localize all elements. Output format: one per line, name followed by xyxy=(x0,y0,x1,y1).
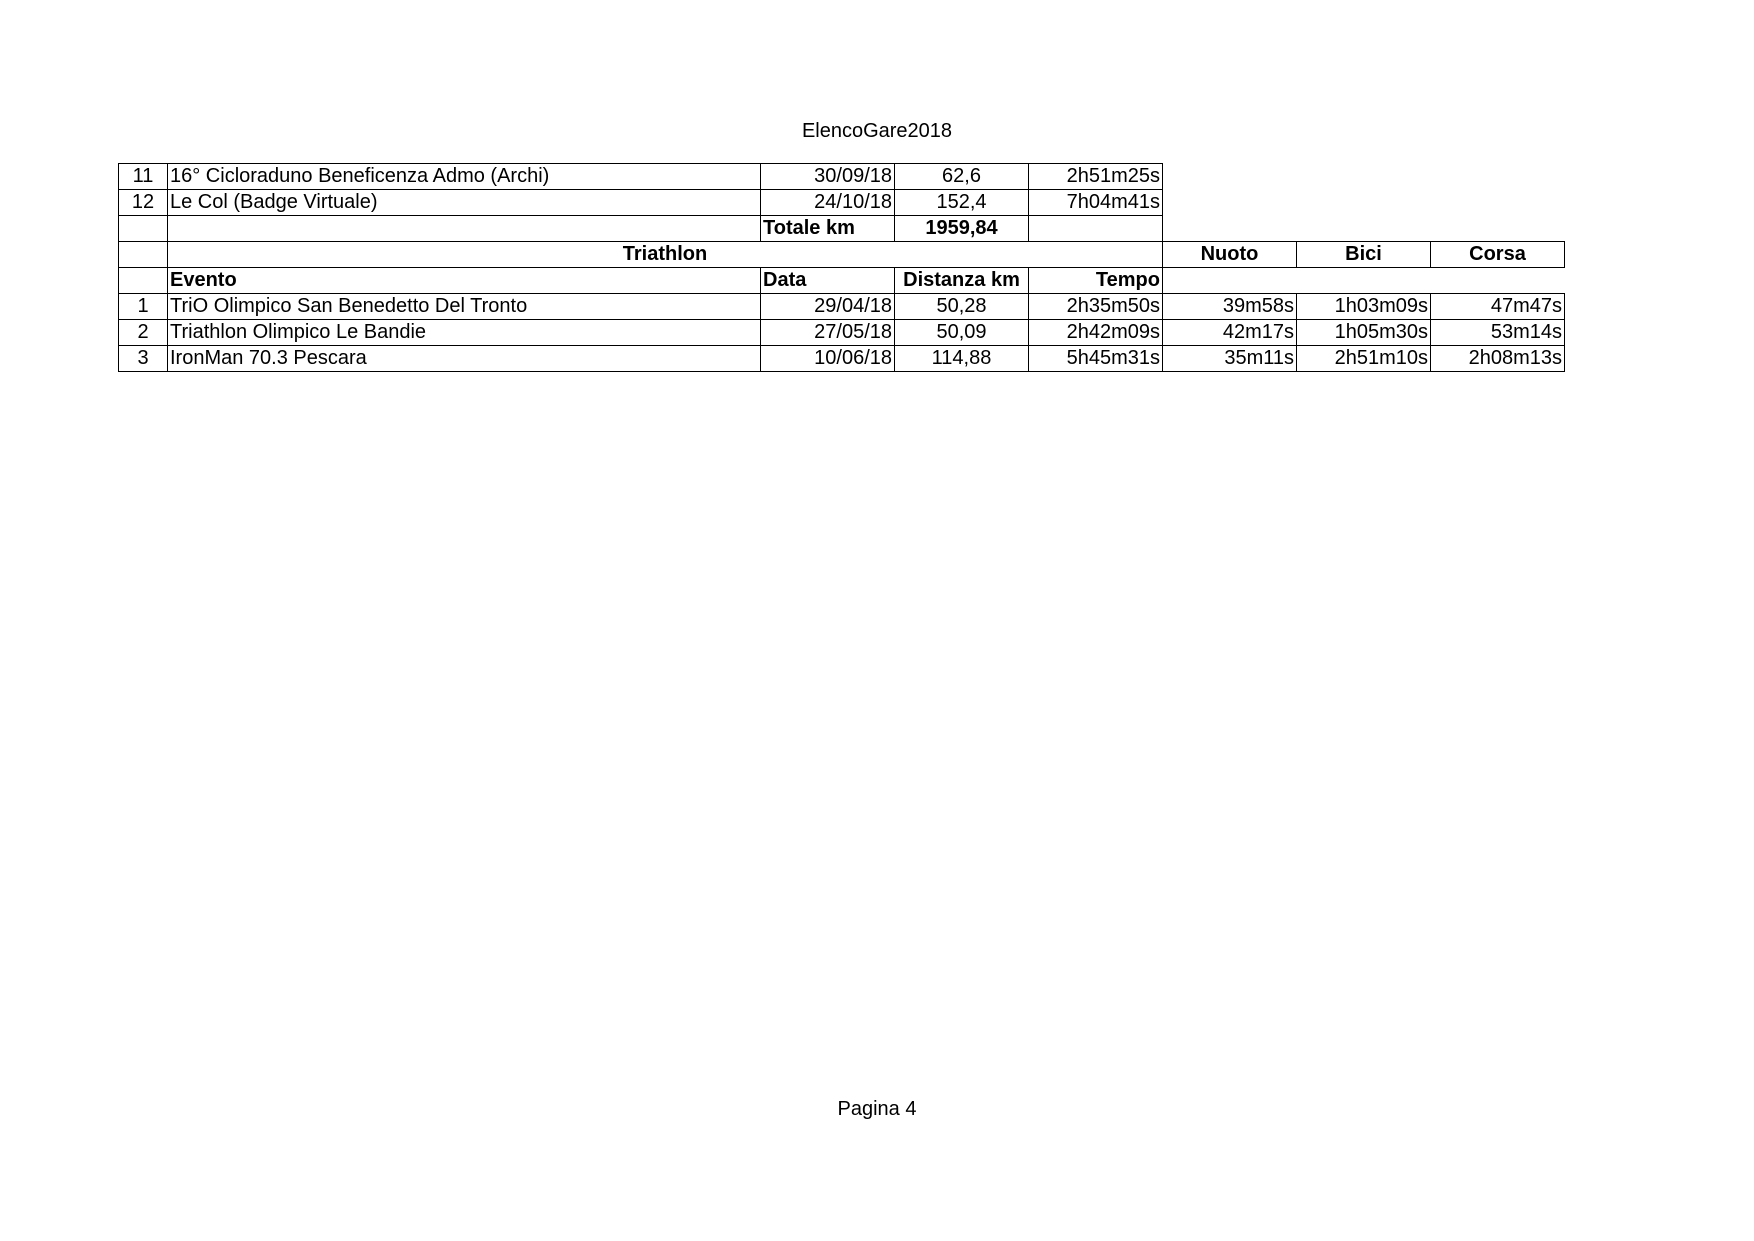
header-data: Data xyxy=(761,268,895,294)
row-number: 1 xyxy=(119,294,168,320)
bike-time: 2h51m10s xyxy=(1297,346,1431,372)
header-nuoto: Nuoto xyxy=(1163,242,1297,268)
empty-cell xyxy=(168,216,761,242)
table-row xyxy=(119,320,1565,346)
event-name: TriO Olimpico San Benedetto Del Tronto xyxy=(168,294,761,320)
event-distance: 50,09 xyxy=(895,320,1029,346)
section-title: Triathlon xyxy=(168,242,1163,268)
section-header-row xyxy=(119,242,1565,268)
event-distance: 62,6 xyxy=(895,164,1029,190)
empty-cell xyxy=(1431,190,1565,216)
swim-time: 39m58s xyxy=(1163,294,1297,320)
empty-cell xyxy=(1297,164,1431,190)
page-title: ElencoGare2018 xyxy=(801,120,953,142)
empty-cell xyxy=(1163,164,1297,190)
column-header-row xyxy=(119,268,1565,294)
total-row xyxy=(119,216,1565,242)
empty-cell xyxy=(1297,190,1431,216)
run-time: 53m14s xyxy=(1431,320,1565,346)
header-corsa: Corsa xyxy=(1431,242,1565,268)
row-number: 12 xyxy=(119,190,168,216)
event-name: IronMan 70.3 Pescara xyxy=(168,346,761,372)
empty-cell xyxy=(1297,268,1431,294)
row-number: 11 xyxy=(119,164,168,190)
event-date: 27/05/18 xyxy=(761,320,895,346)
empty-cell xyxy=(1029,216,1163,242)
swim-time: 42m17s xyxy=(1163,320,1297,346)
event-time: 7h04m41s xyxy=(1029,190,1163,216)
event-time: 2h42m09s xyxy=(1029,320,1163,346)
empty-cell xyxy=(119,268,168,294)
empty-cell xyxy=(1431,164,1565,190)
table-row xyxy=(119,346,1565,372)
run-time: 47m47s xyxy=(1431,294,1565,320)
row-number: 2 xyxy=(119,320,168,346)
event-name: Le Col (Badge Virtuale) xyxy=(168,190,761,216)
event-date: 24/10/18 xyxy=(761,190,895,216)
table-row xyxy=(119,190,1565,216)
empty-cell xyxy=(1163,268,1297,294)
empty-cell xyxy=(1431,216,1565,242)
event-time: 2h35m50s xyxy=(1029,294,1163,320)
swim-time: 35m11s xyxy=(1163,346,1297,372)
races-table xyxy=(118,163,1565,372)
table-row xyxy=(119,164,1565,190)
row-number: 3 xyxy=(119,346,168,372)
event-date: 10/06/18 xyxy=(761,346,895,372)
event-time: 5h45m31s xyxy=(1029,346,1163,372)
event-date: 30/09/18 xyxy=(761,164,895,190)
event-date: 29/04/18 xyxy=(761,294,895,320)
table-row xyxy=(119,294,1565,320)
event-name: Triathlon Olimpico Le Bandie xyxy=(168,320,761,346)
empty-cell xyxy=(1163,216,1297,242)
empty-cell xyxy=(119,242,168,268)
header-evento: Evento xyxy=(168,268,761,294)
event-time: 2h51m25s xyxy=(1029,164,1163,190)
event-distance: 152,4 xyxy=(895,190,1029,216)
empty-cell xyxy=(1431,268,1565,294)
header-tempo: Tempo xyxy=(1029,268,1163,294)
empty-cell xyxy=(119,216,168,242)
page-number: Pagina 4 xyxy=(837,1098,917,1120)
run-time: 2h08m13s xyxy=(1431,346,1565,372)
bike-time: 1h03m09s xyxy=(1297,294,1431,320)
header-distanza: Distanza km xyxy=(895,268,1029,294)
event-distance: 50,28 xyxy=(895,294,1029,320)
event-name: 16° Cicloraduno Beneficenza Admo (Archi) xyxy=(168,164,761,190)
total-label: Totale km xyxy=(761,216,895,242)
total-value: 1959,84 xyxy=(895,216,1029,242)
header-bici: Bici xyxy=(1297,242,1431,268)
bike-time: 1h05m30s xyxy=(1297,320,1431,346)
event-distance: 114,88 xyxy=(895,346,1029,372)
empty-cell xyxy=(1163,190,1297,216)
empty-cell xyxy=(1297,216,1431,242)
